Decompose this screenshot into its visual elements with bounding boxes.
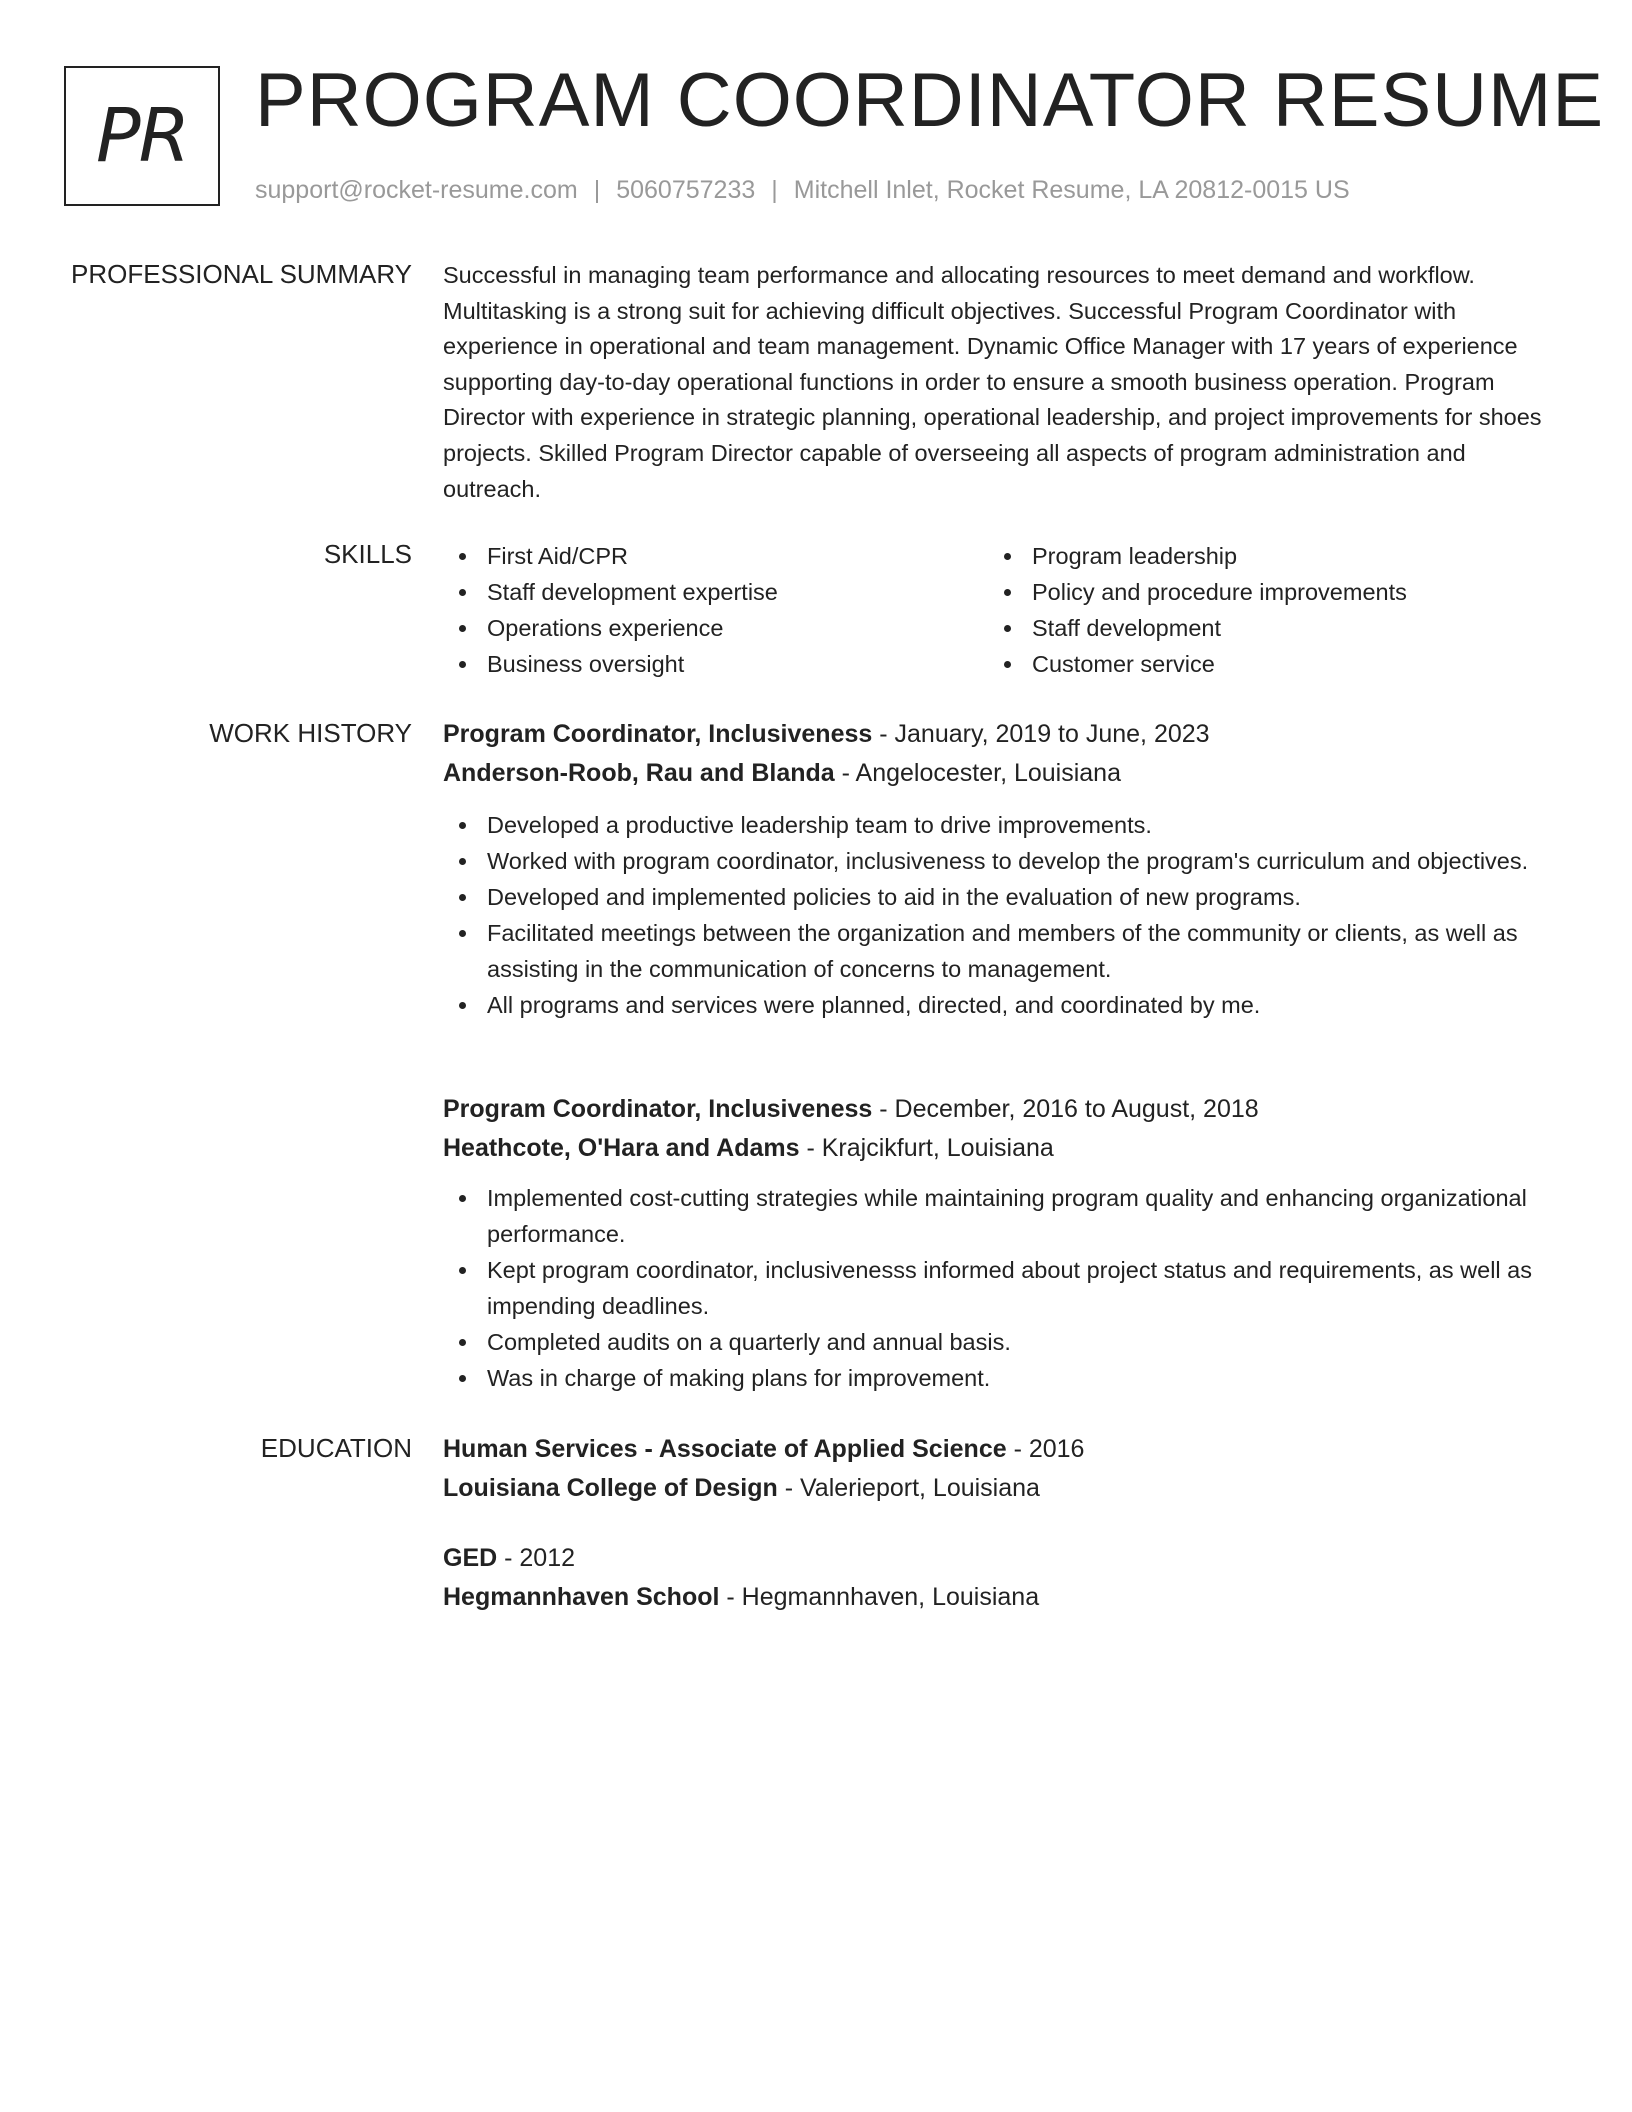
job-company-line xyxy=(443,754,1555,793)
skills-grid xyxy=(443,538,1555,682)
skill-item: Staff development xyxy=(988,610,1533,646)
education-school: Hegmannhaven School xyxy=(443,1583,720,1611)
contact-separator: | xyxy=(593,176,601,204)
education-degree: GED xyxy=(443,1544,498,1572)
job-company: Heathcote, O'Hara and Adams xyxy=(443,1134,800,1162)
summary-body xyxy=(443,258,1555,507)
skill-item: Staff development expertise xyxy=(443,574,988,610)
skill-item: First Aid/CPR xyxy=(443,538,988,574)
job-company: Anderson-Roob, Rau and Blanda xyxy=(443,759,835,787)
work-history-heading: WORK HISTORY xyxy=(209,718,412,748)
job-bullet: Worked with program coordinator, inclusiveness to develop the program's curriculum and objectives. xyxy=(443,843,1555,879)
education-degree: Human Services - Associate of Applied Science xyxy=(443,1435,1007,1463)
education-location: - Valerieport, Louisiana xyxy=(777,1474,1040,1502)
job-company-line xyxy=(443,1129,1555,1168)
education-entry xyxy=(443,1539,1555,1617)
contact-separator: | xyxy=(771,176,778,204)
education-year: - 2012 xyxy=(497,1544,576,1572)
skill-item: Operations experience xyxy=(443,610,988,646)
skills-column-left xyxy=(443,538,988,682)
page-title: PROGRAM COORDINATOR RESUME xyxy=(255,58,1605,143)
contact-address: Mitchell Inlet, Rocket Resume, LA 20812-0015 US xyxy=(793,176,1350,204)
job-bullet: Developed a productive leadership team to drive improvements. xyxy=(443,807,1555,843)
contact-email[interactable]: support@rocket-resume.com xyxy=(255,176,578,204)
job-title: Program Coordinator, Inclusiveness xyxy=(443,1095,873,1123)
education-degree-line xyxy=(443,1430,1555,1469)
job-entry xyxy=(443,1090,1555,1396)
job-bullet: Developed and implemented policies to aid in the evaluation of new programs. xyxy=(443,879,1555,915)
job-entry xyxy=(443,715,1555,1023)
contact-phone[interactable]: 5060757233 xyxy=(616,176,756,204)
job-bullet: Implemented cost-cutting strategies while maintaining program quality and enhancing organizational performance. xyxy=(443,1180,1555,1252)
job-bullets xyxy=(443,807,1555,1023)
skill-item: Policy and procedure improvements xyxy=(988,574,1533,610)
job-dates: - January, 2019 to June, 2023 xyxy=(872,720,1210,748)
education-degree-line xyxy=(443,1539,1555,1578)
job-title-line xyxy=(443,1090,1555,1129)
contact-line xyxy=(255,174,1350,206)
summary-text: Successful in managing team performance and allocating resources to meet demand and workflow. Multitasking is a strong suit for achieving difficult objectives. Successful Program Coordinator with experience in operational and team management. Dynamic Office Manager with 17 years of experience supporting day-to-day operational functions in order to ensure a smooth business operation. Program Director with experience in strategic planning, operational leadership, and project improvements for shoes projects. Skilled Program Director capable of overseeing all aspects of program administration and outreach. xyxy=(443,262,1542,502)
job-bullet: Facilitated meetings between the organization and members of the community or clients, as well as assisting in the communication of concerns to management. xyxy=(443,915,1555,987)
job-title-line xyxy=(443,715,1555,754)
education-year: - 2016 xyxy=(1006,1435,1085,1463)
education-school-line xyxy=(443,1469,1555,1508)
skill-item: Program leadership xyxy=(988,538,1533,574)
job-bullet: All programs and services were planned, directed, and coordinated by me. xyxy=(443,987,1555,1023)
education-location: - Hegmannhaven, Louisiana xyxy=(719,1583,1040,1611)
job-location: - Angelocester, Louisiana xyxy=(834,759,1121,787)
skills-column-right xyxy=(988,538,1533,682)
skills-body xyxy=(443,538,1555,682)
skills-heading: SKILLS xyxy=(323,539,412,569)
job-location: - Krajcikfurt, Louisiana xyxy=(799,1134,1054,1162)
education-school: Louisiana College of Design xyxy=(443,1474,778,1502)
education-entry xyxy=(443,1430,1555,1508)
education-heading: EDUCATION xyxy=(260,1433,412,1463)
job-title: Program Coordinator, Inclusiveness xyxy=(443,720,873,748)
skill-item: Customer service xyxy=(988,646,1533,682)
job-bullet: Completed audits on a quarterly and annual basis. xyxy=(443,1324,1555,1360)
skill-item: Business oversight xyxy=(443,646,988,682)
job-bullets xyxy=(443,1180,1555,1396)
monogram-logo: PR xyxy=(64,66,220,206)
job-bullet: Was in charge of making plans for improvement. xyxy=(443,1360,1555,1396)
education-school-line xyxy=(443,1578,1555,1617)
job-bullet: Kept program coordinator, inclusivenesss informed about project status and requirements, as well as impending deadlines. xyxy=(443,1252,1555,1324)
job-dates: - December, 2016 to August, 2018 xyxy=(872,1095,1259,1123)
summary-heading: PROFESSIONAL SUMMARY xyxy=(71,259,412,289)
